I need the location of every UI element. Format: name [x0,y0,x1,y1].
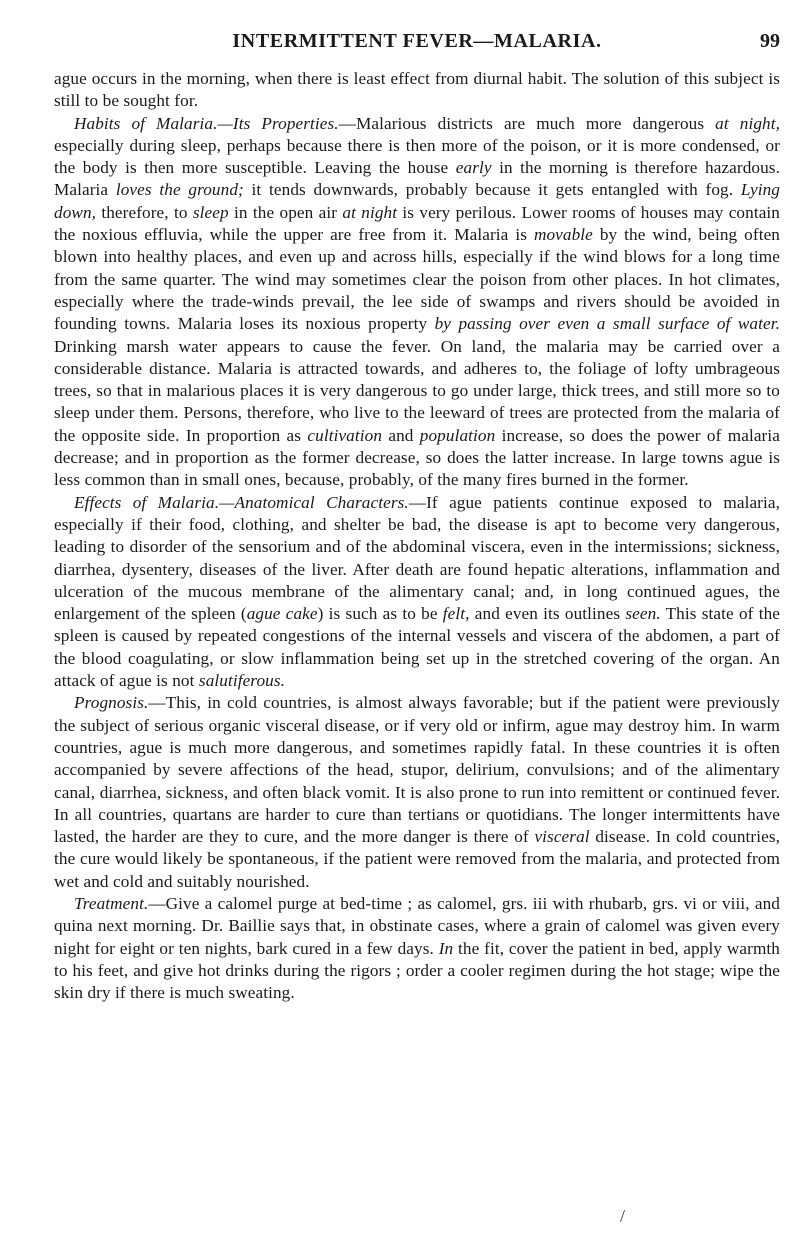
stray-mark: / [620,1206,626,1226]
page [54,30,780,1004]
paragraph-prognosis: Prognosis.—This, in cold countries, is almost always favorable; but if the patient were previously the subject of serious organic visceral disease, or if very old or infirm, ague may destroy him. In warm countries, ague is much more dangerous, and sometimes rapidly fatal. In these countries it is often accompanied by severe affections of the head, stupor, delirium, convulsions; and of the alimentary canal, diarrhea, sickness, and often black vomit. It is also prone to run into remittent or continued fever. In all countries, quartans are harder to cure than tertians or quotidians. The longer intermittents have lasted, the harder are they to cure, and the more danger is there of visceral disease. In cold countries, the cure would likely be spontaneous, if the patient were removed from the malaria, and protected from wet and cold and suitably nourished. [54,693,780,891]
paragraph-treatment: Treatment.—Give a calomel purge at bed-time ; as calomel, grs. iii with rhubarb, grs. vi or viii, and quina next morning. Dr. Baillie says that, in obstinate cases, where a grain of calomel was given every night for eight or ten nights, bark cured in a few days. In the fit, cover the patient in bed, apply warmth to his feet, and give hot drinks during the rigors ; order a cooler regimen during the hot stage; wipe the skin dry if there is much sweating. [54,893,780,1003]
section-heading-prognosis: Prognosis. [74,693,149,713]
section-heading-effects: Effects of Malaria.—Anatomical Characters. [74,492,409,512]
section-heading-treatment: Treatment. [74,893,149,913]
paragraph-continuation: ague occurs in the morning, when there is least effect from diurnal habit. The solution of this subject is still to be sought for. [54,69,780,111]
running-title: INTERMITTENT FEVER—MALARIA. [232,30,602,52]
running-header [54,30,780,58]
body-text [54,68,780,1004]
paragraph-effects-of-malaria: Effects of Malaria.—Anatomical Characters.—If ague patients continue exposed to malaria, especially if their food, clothing, and shelter be bad, the disease is apt to become very dangerous, leading to disorder of the sensorium and of the abdominal viscera, even in the intermissions; sickness, diarrhea, dysentery, diseases of the liver. After death are found hepatic alterations, inflammation and ulceration of the mucous membrane of the alimentary canal; and, in long continued agues, the enlargement of the spleen (ague cake) is such as to be felt, and even its outlines seen. This state of the spleen is caused by repeated congestions of the internal vessels and viscera of the abdomen, a part of the blood coagulating, or slow inflammation being set up in the stretched covering of the organ. An attack of ague is not salutiferous. [54,492,780,691]
paragraph-habits-of-malaria: Habits of Malaria.—Its Properties.—Malarious districts are much more dangerous at night, especially during sleep, perhaps because there is then more of the poison, or it is more condensed, or the body is then more susceptible. Leaving the house early in the morning is therefore hazardous. Malaria loves the ground; it tends downwards, probably because it gets entangled with fog. Lying down, therefore, to sleep in the open air at night is very perilous. Lower rooms of houses may contain the noxious effluvia, while the upper are free from it. Malaria is movable by the wind, being often blown into healthy places, and even up and across hills, especially if the wind blows for a long time from the same quarter. The wind may sometimes clear the poison from other places. In hot climates, especially where the trade-winds prevail, the lee side of swamps and rivers should be avoided in founding towns. Malaria loses its noxious property by passing over even a small surface of water. Drinking marsh water appears to cause the fever. On land, the malaria may be carried over a considerable distance. Malaria is attracted towards, and adheres to, the foliage of lofty umbrageous trees, so that in malarious places it is very dangerous to go under large, thick trees, and still more so to sleep under them. Persons, therefore, who live to the leeward of trees are protected from the malaria of the opposite side. In proportion as cultivation and population increase, so does the power of malaria decrease; and in proportion as the former decrease, so does the latter increase. In large towns ague is less common than in small ones, because, probably, of the many fires burned in the former. [54,113,780,490]
section-heading-habits: Habits of Malaria.—Its Properties. [74,113,339,133]
page-number: 99 [760,30,780,52]
